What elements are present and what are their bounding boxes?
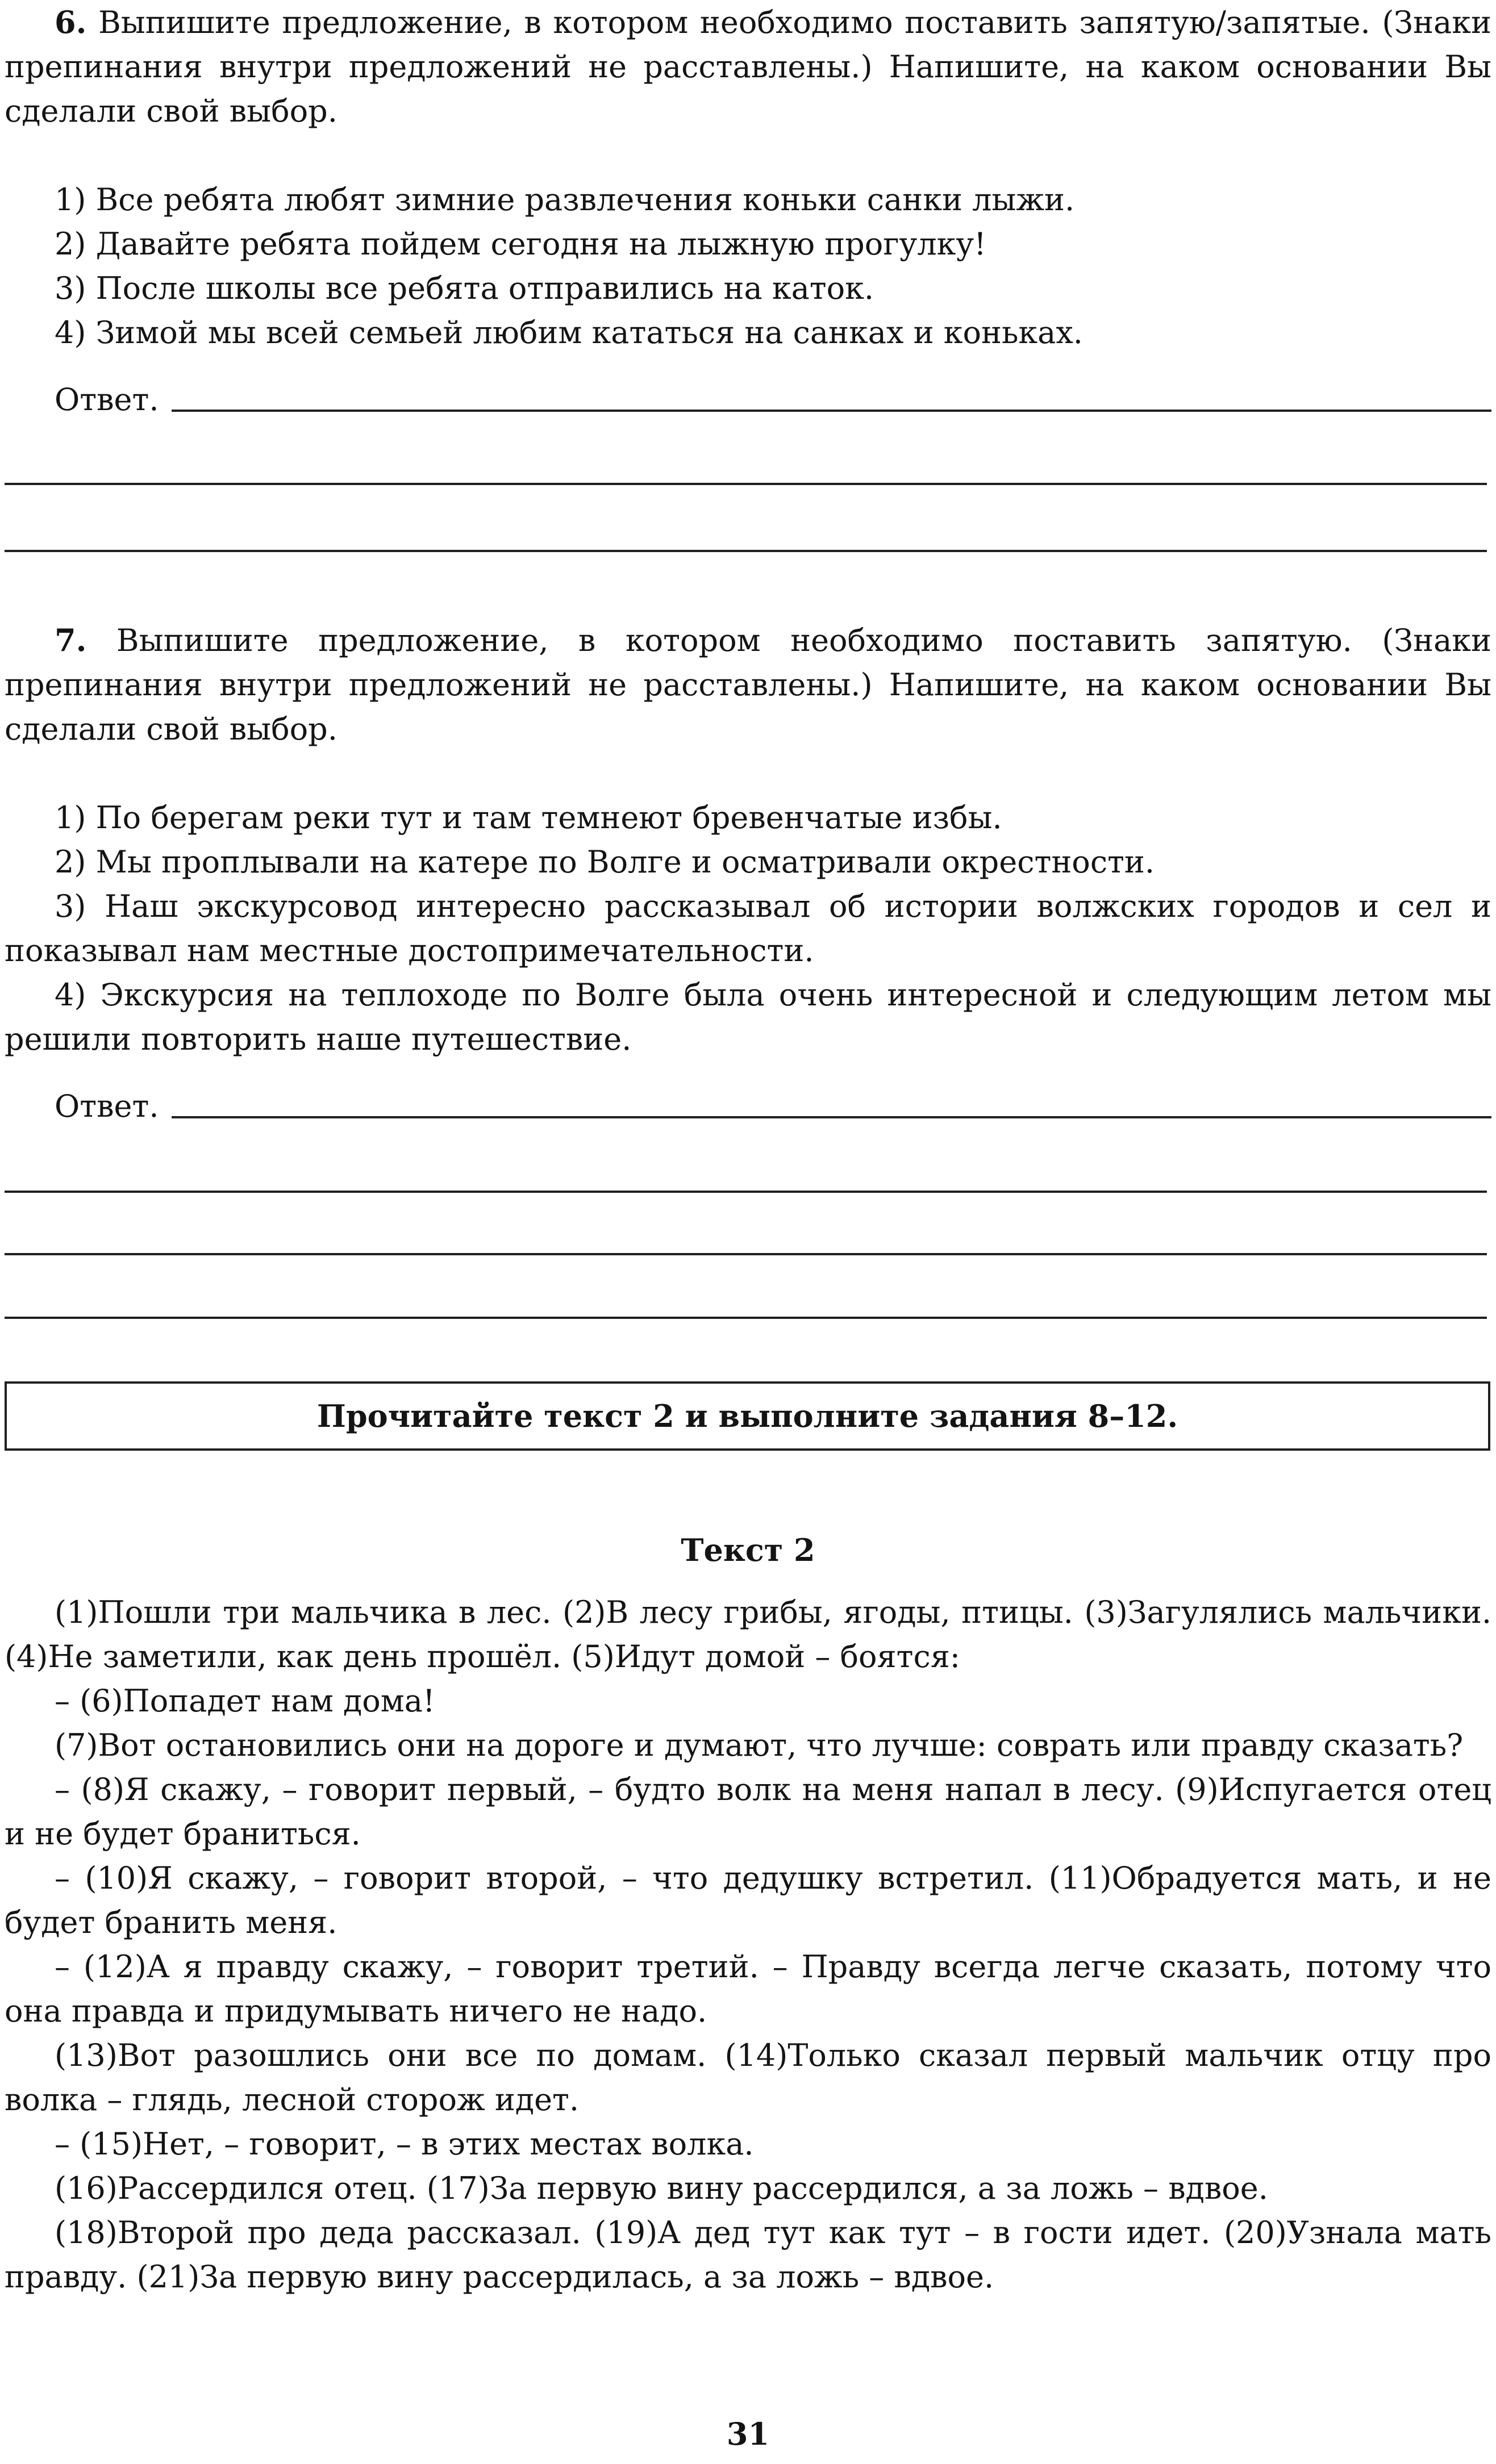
text-2-paragraph-2: – (6)Попадет нам дома!	[55, 1683, 435, 1719]
text-2-paragraph-6: – (12)А я правду скажу, – говорит третий. – Правду всегда легче сказать, потому что она правда и придумывать ничего не надо.	[5, 1949, 1491, 2029]
task-7	[5, 618, 1491, 1129]
task-6-option-3: 3) После школы все ребята отправились на каток.	[55, 270, 874, 306]
text-2-paragraph-3: (7)Вот остановились они на дороге и думают, что лучше: соврать или правду сказать?	[55, 1727, 1464, 1763]
text-2-paragraph-9: (16)Рассердился отец. (17)За первую вину рассердился, а за ложь – вдвое.	[55, 2170, 1268, 2206]
task-7-answer-line[interactable]	[172, 1116, 1491, 1118]
task-6-number: 6.	[55, 4, 87, 40]
task-6	[5, 0, 1491, 422]
text-2-paragraph-10: (18)Второй про деда рассказал. (19)А дед тут как тут – в гости идет. (20)Узнала мать правду. (21)За первую вину рассердилась, а за ложь – вдвое.	[5, 2215, 1491, 2295]
text-2-title: Текст 2	[681, 1532, 815, 1568]
task-7-prompt	[5, 618, 1491, 751]
task-7-number: 7.	[55, 622, 87, 658]
task-7-prompt-text: Выпишите предложение, в котором необходимо поставить запятую. (Знаки препинания внутри предложений не расставлены.) Напишите, на каком основании Вы сделали свой выбор.	[5, 623, 1491, 747]
text-2-paragraph-8: – (15)Нет, – говорит, – в этих местах волка.	[55, 2126, 754, 2162]
task-6-answer-line-3[interactable]	[5, 550, 1487, 552]
task-7-answer-label: Ответ.	[55, 1088, 159, 1124]
task-7-option-4: 4) Экскурсия на теплоходе по Волге была очень интересной и следующим летом мы решили повторить наше путешествие.	[5, 977, 1491, 1057]
text-2-paragraph-1: (1)Пошли три мальчика в лес. (2)В лесу грибы, ягоды, птицы. (3)Загулялись мальчики. (4)Не заметили, как день прошёл. (5)Идут домой – боятся:	[5, 1594, 1491, 1674]
task-6-answer-line[interactable]	[172, 410, 1491, 412]
task-7-answer-line-2[interactable]	[5, 1191, 1487, 1193]
task-6-option-2: 2) Давайте ребята пойдем сегодня на лыжную прогулку!	[55, 226, 986, 262]
instruction-box	[5, 1381, 1490, 1451]
task-6-option-1: 1) Все ребята любят зимние развлечения коньки санки лыжи.	[55, 182, 1075, 218]
task-6-prompt-text: Выпишите предложение, в котором необходимо поставить запятую/запятые. (Знаки препинания внутри предложений не расставлены.) Напишите, на каком основании Вы сделали свой выбор.	[5, 5, 1491, 129]
task-7-option-1: 1) По берегам реки тут и там темнеют бревенчатые избы.	[55, 800, 1002, 836]
task-7-option-2: 2) Мы проплывали на катере по Волге и осматривали окрестности.	[55, 844, 1155, 880]
task-7-answer-line-4[interactable]	[5, 1317, 1487, 1319]
task-6-answer-row	[5, 378, 1491, 422]
task-7-option-3: 3) Наш экскурсовод интересно рассказывал об истории волжских городов и сел и показывал нам местные достопримечательности.	[5, 888, 1491, 968]
task-6-answer-line-2[interactable]	[5, 483, 1487, 485]
instruction-text: Прочитайте текст 2 и выполните задания 8–12.	[316, 1398, 1178, 1434]
task-6-prompt	[5, 0, 1491, 133]
task-7-answer-line-3[interactable]	[5, 1253, 1487, 1255]
task-7-answer-row	[5, 1084, 1491, 1129]
page-number: 31	[726, 2416, 770, 2452]
text-2-paragraph-7: (13)Вот разошлись они все по домам. (14)Только сказал первый мальчик отцу про волка – глядь, лесной сторож идет.	[5, 2037, 1491, 2118]
text-2-body	[5, 1590, 1491, 2299]
text-2-paragraph-4: – (8)Я скажу, – говорит первый, – будто волк на меня напал в лесу. (9)Испугается отец и не будет браниться.	[5, 1772, 1491, 1852]
task-6-answer-label: Ответ.	[55, 382, 159, 417]
task-6-option-4: 4) Зимой мы всей семьей любим кататься на санках и коньках.	[55, 315, 1083, 350]
text-2-paragraph-5: – (10)Я скажу, – говорит второй, – что дедушку встретил. (11)Обрадуется мать, и не будет бранить меня.	[5, 1860, 1491, 1940]
